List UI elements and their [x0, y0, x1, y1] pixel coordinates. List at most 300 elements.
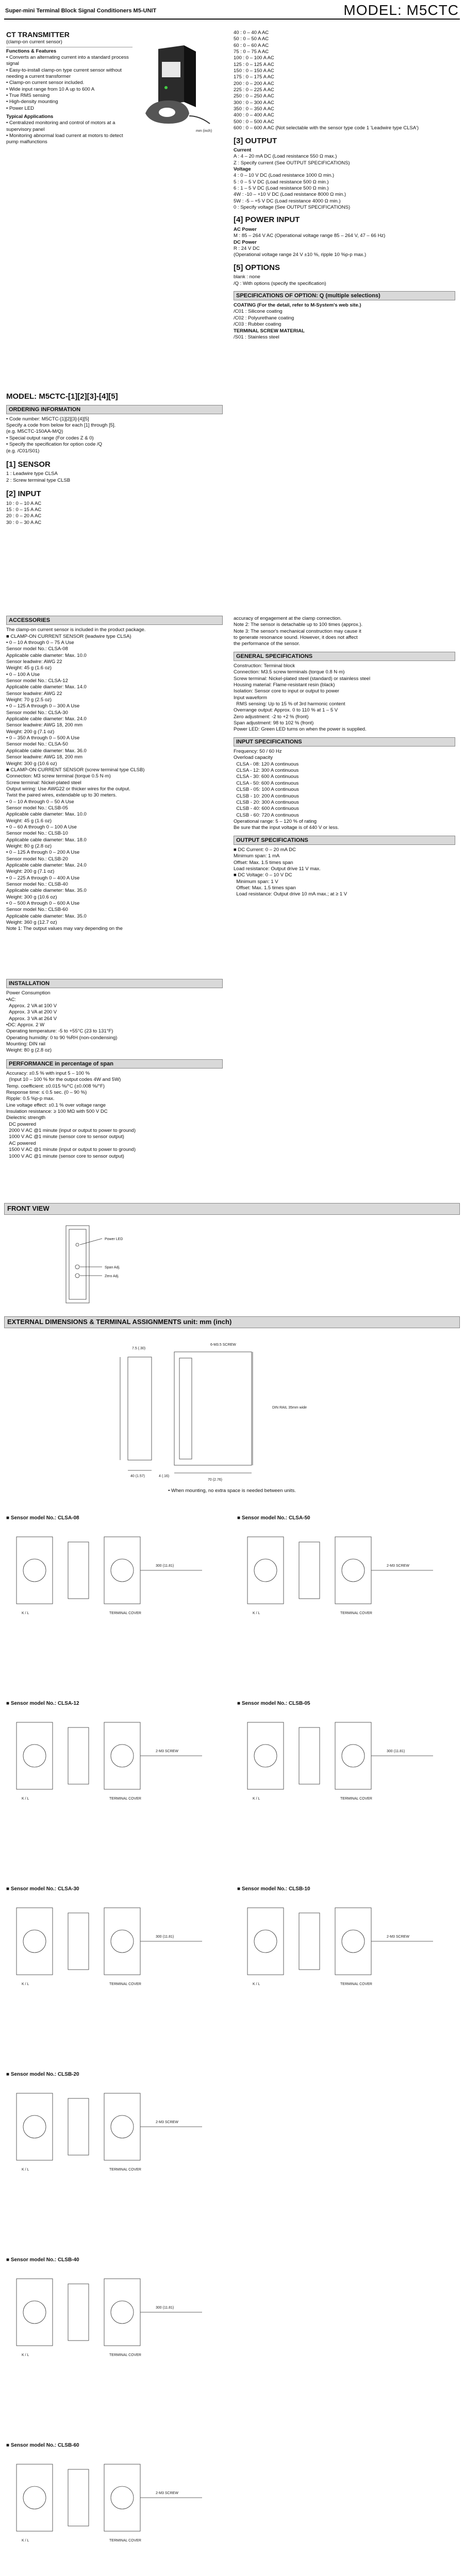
- accessory-line: Applicable cable diameter: Max. 10.0: [6, 811, 87, 818]
- accessory-line: Applicable cable diameter: Max. 18.0: [6, 837, 87, 843]
- sensor-aperture-front: [23, 1744, 46, 1767]
- sensor-body-rear: [104, 1908, 140, 1975]
- accessory-line: Weight: 45 g (1.6 oz): [6, 665, 52, 671]
- coating-item: /C03 : Rubber coating: [234, 321, 281, 328]
- sensor-body-rear: [104, 2464, 140, 2531]
- sensor-body-rear: [104, 2093, 140, 2160]
- dim-label-1: 6-M3.5 SCREW: [210, 1343, 236, 1347]
- range-item: 40 : 0 – 40 A AC: [234, 30, 269, 36]
- range-item: 150 : 0 – 150 A AC: [234, 68, 274, 74]
- sensor-drawing-svg: [6, 2263, 223, 2418]
- input-spec-line: Operational range: 5 – 120 % of rating: [234, 818, 317, 824]
- power-dc: R : 24 V DC: [234, 245, 260, 251]
- sensor-dim-label: TERMINAL COVER: [340, 1982, 372, 1986]
- page-header: [0, 0, 464, 20]
- input-spec-line: CLSA - 30: 600 A continuous: [234, 774, 299, 780]
- sensor-drawing-panel: [6, 2071, 223, 2234]
- sensor-aperture-front: [254, 1744, 277, 1767]
- accessory-line: The clamp-on current sensor is included in the product package.: [6, 627, 146, 633]
- accessory-line: Weight: 80 g (2.8 oz): [6, 843, 52, 849]
- sensor-drawing-panel: [237, 1515, 454, 1678]
- sensor-body-side: [299, 1542, 320, 1599]
- accessories-block: [6, 616, 223, 933]
- dim-label-3: 40 (1.57): [130, 1474, 145, 1478]
- sensor-list: [6, 471, 223, 484]
- front-view-drawing: [4, 1218, 460, 1311]
- coating-item: /C01 : Silicone coating: [234, 309, 283, 315]
- sensor-dim-label: K / L: [22, 1612, 29, 1615]
- sensor-body-side: [299, 1727, 320, 1784]
- power-dc-label: DC Power: [234, 239, 257, 245]
- accessory-line: Sensor leadwire: AWG 22: [6, 690, 62, 697]
- power-ac-label: AC Power: [234, 226, 257, 232]
- sensor-aperture-rear: [111, 1930, 134, 1953]
- accessory-line: Weight: 70 g (2.5 oz): [6, 697, 52, 703]
- accessory-line: Sensor model No.: CLSB-10: [6, 831, 68, 837]
- output-current-item: A : 4 – 20 mA DC (Load resistance 550 Ω max.): [234, 154, 337, 160]
- general-line: Zero adjustment: -2 to +2 % (front): [234, 714, 309, 720]
- sensor-dim-label: K / L: [253, 1982, 260, 1986]
- dim-label-0: 7.5 (.30): [132, 1346, 146, 1350]
- range-item: 400 : 0 – 400 A AC: [234, 112, 274, 118]
- sensor-aperture-rear: [111, 1559, 134, 1582]
- output-voltage-item: 5W : -5 – +5 V DC (Load resistance 4000 Ω min.): [234, 198, 341, 204]
- options-list: [234, 274, 455, 287]
- sensor-body-front: [247, 1722, 284, 1789]
- input-spec-line: CLSB - 05: 100 A continuous: [234, 787, 299, 793]
- dim-label-4: 4 (.16): [159, 1474, 170, 1478]
- ordering-item: • Special output range (For codes Z & 0): [6, 435, 94, 441]
- accessory-line: Weight: 200 g (7.1 oz): [6, 869, 55, 875]
- range-item: 60 : 0 – 60 A AC: [234, 42, 269, 48]
- power-dc-note: (Operational voltage range 24 V ±10 %, ripple 10 %p-p max.): [234, 252, 367, 258]
- output-spec-line: Offset: Max. 1.5 times span: [234, 859, 293, 866]
- input-spec-line: Overload capacity: [234, 755, 273, 761]
- input-spec-line: CLSA - 12: 300 A continuous: [234, 768, 299, 774]
- general-line: RMS sensing: Up to 15 % of 3rd harmonic content: [234, 701, 345, 707]
- installation-line: Approx. 3 VA at 200 V: [6, 1009, 57, 1015]
- performance-line: AC powered: [6, 1140, 36, 1146]
- range-item: 250 : 0 – 250 A AC: [234, 93, 274, 99]
- range-item: 75 : 0 – 75 A AC: [234, 49, 269, 55]
- accessory-line: Applicable cable diameter: Max. 10.0: [6, 652, 87, 658]
- model-block: [6, 392, 223, 526]
- feature-item: • True RMS sensing: [6, 92, 50, 98]
- performance-line: 1500 V AC @1 minute (input or output to power to ground): [6, 1147, 136, 1153]
- accessory-line: Sensor model No.: CLSA-12: [6, 678, 68, 684]
- ordering-list: [6, 416, 223, 454]
- input-item: 10 : 0 – 10 A AC: [6, 500, 42, 506]
- input-spec-line: Be sure that the input voltage is of 440 V or less.: [234, 825, 339, 831]
- general-line: Isolation: Sensor core to input or output to power: [234, 688, 339, 694]
- range-item: 300 : 0 – 300 A AC: [234, 99, 274, 106]
- right-top-block: [234, 30, 455, 341]
- application-item: • Centralized monitoring and control of motors at a supervisory panel: [6, 120, 117, 132]
- sensor-body-rear: [335, 1908, 371, 1975]
- general-line: Screw terminal: Nickel-plated steel (standard) or stainless steel: [234, 675, 371, 682]
- performance-line: Insulation resistance: ≥ 100 MΩ with 500 V DC: [6, 1109, 108, 1115]
- ct-transmitter-block: [6, 30, 132, 146]
- performance-line: Line voltage effect: ±0.1 % over voltage range: [6, 1102, 106, 1108]
- accessory-line: Sensor model No.: CLSB-05: [6, 805, 68, 811]
- performance-line: Response time: ≤ 0.5 sec. (0 – 90 %): [6, 1090, 87, 1096]
- sensor-drawing-panel: [237, 1700, 454, 1863]
- output-voltage-item: 4 : 0 – 10 V DC (Load resistance 1000 Ω min.): [234, 173, 335, 179]
- performance-title: PERFORMANCE in percentage of span: [6, 1059, 223, 1069]
- output-spec-line: Offset: Max. 1.5 times span: [234, 885, 296, 891]
- output-voltage-label: Voltage: [234, 166, 251, 173]
- sensor-body-rear: [104, 1537, 140, 1604]
- notes-list: [234, 616, 455, 648]
- sensor-body-front: [16, 1908, 53, 1975]
- model-title: MODEL: M5CTC-[1][2][3]-[4][5]: [6, 392, 118, 401]
- sensor-aperture-rear: [111, 1744, 134, 1767]
- screw-item: /S01 : Stainless steel: [234, 334, 279, 340]
- sensor-dim-label: K / L: [22, 2539, 29, 2543]
- performance-line: Dielectric strength: [6, 1115, 46, 1121]
- accessory-line: Applicable cable diameter: Max. 36.0: [6, 748, 87, 754]
- sensor-body-rear: [104, 1722, 140, 1789]
- accessory-line: Applicable cable diameter: Max. 24.0: [6, 862, 87, 869]
- sensor-dim-label: 2-M3 SCREW: [156, 2492, 178, 2495]
- feature-item: • Clamp-on current sensor included.: [6, 80, 85, 86]
- input-item: 30 : 0 – 30 A AC: [6, 519, 42, 526]
- sensor-dim-label: TERMINAL COVER: [109, 1612, 141, 1615]
- specs-q-title: SPECIFICATIONS OF OPTION: Q (multiple selections): [234, 291, 455, 300]
- range-item: 100 : 0 – 100 A AC: [234, 55, 274, 61]
- installation-line: •DC: Approx. 2 W: [6, 1022, 45, 1028]
- accessory-line: Weight: 300 g (10.6 oz): [6, 760, 57, 767]
- accessory-line: Connection: M3 screw terminal (torque 0.5 N·m): [6, 773, 111, 779]
- installation-list: [6, 990, 223, 1054]
- sensor-body-front: [16, 1537, 53, 1604]
- sensor-dim-label: K / L: [22, 2168, 29, 2172]
- sensor-drawing-panel: [6, 1700, 223, 1863]
- accessory-line: • 0 – 125 A through 0 – 200 A Use: [6, 850, 80, 856]
- accessory-line: Applicable cable diameter: Max. 35.0: [6, 913, 87, 919]
- sensor-drawing-panel: [237, 1886, 454, 2049]
- performance-list: [6, 1071, 223, 1160]
- accessory-line: Sensor model No.: CLSB-60: [6, 907, 68, 913]
- dim-label-2: DIN RAIL 35mm wide: [272, 1405, 307, 1410]
- option-item: blank : none: [234, 274, 260, 280]
- ordering-item: Specify a code from below for each [1] through [5].: [6, 422, 116, 429]
- range-item: 500 : 0 – 500 A AC: [234, 118, 274, 125]
- general-line: Span adjustment: 98 to 102 % (front): [234, 720, 314, 726]
- sensor-dim-label: 300 (11.81): [156, 2306, 174, 2310]
- sensor-drawing-svg: [6, 1521, 223, 1676]
- range-item: 200 : 0 – 200 A AC: [234, 80, 274, 87]
- performance-line: Accuracy: ±0.5 % with input 5 – 100 %: [6, 1071, 90, 1077]
- output-voltage-item: 0 : Specify voltage (See OUTPUT SPECIFICATIONS): [234, 205, 351, 211]
- coating-list: [234, 309, 455, 328]
- outputspec-title: OUTPUT SPECIFICATIONS: [234, 836, 455, 845]
- sensor-drawing-panel: [6, 1515, 223, 1678]
- sensor-body-front: [247, 1908, 284, 1975]
- range-item: 125 : 0 – 125 A AC: [234, 61, 274, 67]
- ranges-list: [234, 30, 455, 132]
- sensor-item: 1 : Leadwire type CLSA: [6, 471, 58, 477]
- accessories-title: ACCESSORIES: [6, 616, 223, 625]
- general-title: GENERAL SPECIFICATIONS: [234, 652, 455, 661]
- sensor-dim-label: TERMINAL COVER: [109, 1797, 141, 1801]
- sensor-drawing-panel: [6, 1886, 223, 2049]
- performance-line: (Input 10 – 100 % for the output codes 4W and 5W): [6, 1077, 121, 1083]
- sensor-drawing-svg: [6, 2449, 223, 2576]
- installation-line: Mounting: DIN rail: [6, 1041, 46, 1047]
- sensor-aperture-front: [254, 1559, 277, 1582]
- sensor-body-side: [68, 2098, 89, 2155]
- sensor-body-front: [16, 2279, 53, 2346]
- note-line: Note 3: The sensor's mechanical construction may cause it: [234, 628, 361, 634]
- general-line: Construction: Terminal block: [234, 663, 295, 669]
- accessory-line: • 0 – 100 A Use: [6, 671, 40, 677]
- outputspec-list: [234, 847, 455, 898]
- accessory-line: Sensor leadwire: AWG 18, 200 mm: [6, 722, 83, 728]
- output-spec-line: Minimum span: 1 mA: [234, 853, 280, 859]
- header-model: MODEL: M5CTC: [343, 2, 459, 18]
- accessory-line: Output wiring: Use AWG22 or thicker wires for the output.: [6, 786, 130, 792]
- output-title: [3] OUTPUT: [234, 136, 277, 145]
- note-line: to generate resonance sound. However, it does not affect: [234, 635, 358, 641]
- accessory-line: • 0 – 10 A through 0 – 50 A Use: [6, 799, 74, 805]
- sensor-body-rear: [335, 1722, 371, 1789]
- performance-line: 2000 V AC @1 minute (input or output to power to ground): [6, 1128, 136, 1134]
- accessory-line: • 0 – 225 A through 0 – 400 A Use: [6, 875, 80, 881]
- dimensions-title: EXTERNAL DIMENSIONS & TERMINAL ASSIGNMENTS unit: mm (inch): [4, 1316, 460, 1328]
- apps-title: Typical Applications: [6, 113, 54, 120]
- sensor-dim-label: K / L: [22, 2353, 29, 2357]
- sensor-drawing-svg: [237, 1521, 454, 1676]
- input-title: [2] INPUT: [6, 489, 41, 499]
- accessory-line: Twist the paired wires, extendable up to 30 meters.: [6, 792, 117, 799]
- sensor-dim-label: 2-M3 SCREW: [156, 2121, 178, 2124]
- input-list: [6, 501, 223, 526]
- sensor-dim-label: TERMINAL COVER: [109, 2168, 141, 2172]
- accessory-line: Sensor model No.: CLSB-20: [6, 856, 68, 862]
- output-spec-line: Minimum span: 1 V: [234, 878, 278, 885]
- input-spec-line: CLSB - 40: 600 A continuous: [234, 806, 299, 812]
- accessory-line: Weight: 300 g (10.6 oz): [6, 894, 57, 900]
- sensor-dim-label: 2-M3 SCREW: [387, 1935, 409, 1939]
- accessory-line: Applicable cable diameter: Max. 24.0: [6, 716, 87, 722]
- feature-item: • Wide input range from 10 A up to 600 A: [6, 86, 95, 92]
- sensor-dim-label: 2-M3 SCREW: [387, 1564, 409, 1568]
- sensor-drawing-svg: [6, 1707, 223, 1861]
- sensor-drawing-title: ■ Sensor model No.: CLSB-60: [6, 2443, 79, 2448]
- ct-title: CT TRANSMITTER: [6, 30, 70, 39]
- sensor-aperture-rear: [111, 2486, 134, 2509]
- sensor-body-front: [16, 1722, 53, 1789]
- screw-label: TERMINAL SCREW MATERIAL: [234, 328, 305, 334]
- accessory-line: ■ CLAMP-ON CURRENT SENSOR (screw terminal type CLSB): [6, 767, 145, 773]
- input-spec-line: CLSB - 60: 720 A continuous: [234, 812, 299, 818]
- installation-line: Weight: 80 g (2.8 oz): [6, 1047, 52, 1054]
- sensor-body-side: [68, 1542, 89, 1599]
- sensor-drawing-title: ■ Sensor model No.: CLSA-08: [6, 1515, 79, 1521]
- input-spec-line: Frequency: 50 / 60 Hz: [234, 749, 282, 755]
- accessory-line: Weight: 200 g (7.1 oz): [6, 728, 55, 735]
- accessory-line: ■ CLAMP-ON CURRENT SENSOR (leadwire type CLSA): [6, 633, 131, 639]
- input-spec-line: CLSB - 10: 200 A continuous: [234, 793, 299, 799]
- ct-subtitle: (clamp-on current sensor): [6, 39, 62, 45]
- accessory-line: Sensor leadwire: AWG 22: [6, 659, 62, 665]
- sensor-aperture-front: [23, 1559, 46, 1582]
- sensor-body-side: [68, 1727, 89, 1784]
- output-spec-line: ■ DC Voltage: 0 – 10 V DC: [234, 872, 292, 878]
- sensor-aperture-rear: [342, 1930, 364, 1953]
- accessory-line: • 0 – 60 A through 0 – 100 A Use: [6, 824, 77, 830]
- front-view-title: FRONT VIEW: [4, 1203, 460, 1215]
- sensor-aperture-rear: [342, 1559, 364, 1582]
- product-photo-svg: [135, 41, 223, 134]
- sensor-dim-label: K / L: [253, 1797, 260, 1801]
- option-item: /Q : With options (specify the specification): [234, 280, 326, 286]
- output-current-list: [234, 154, 455, 166]
- features-title: Functions & Features: [6, 48, 57, 54]
- note-line: accuracy of engagement at the clamp connection.: [234, 616, 342, 621]
- general-line: Connection: M3.5 screw terminals (torque 0.8 N·m): [234, 669, 345, 675]
- output-current-label: Current: [234, 147, 252, 153]
- general-line: Power LED: Green LED turns on when the power is supplied.: [234, 726, 367, 733]
- front-label-span: Span Adj.: [105, 1265, 120, 1269]
- sensor-dim-label: 2-M3 SCREW: [156, 1750, 178, 1753]
- sensor-dim-label: 300 (11.81): [387, 1750, 405, 1753]
- output-spec-line: ■ DC Current: 0 – 20 mA DC: [234, 846, 296, 853]
- sensor-body-side: [299, 1913, 320, 1970]
- sensor-body-front: [16, 2464, 53, 2531]
- installation-line: •AC:: [6, 996, 16, 1003]
- sensor-drawing-title: ■ Sensor model No.: CLSB-40: [6, 2257, 79, 2263]
- features-list: [6, 55, 132, 112]
- accessory-line: • 0 – 125 A through 0 – 300 A Use: [6, 703, 80, 709]
- sensor-drawing-title: ■ Sensor model No.: CLSB-10: [237, 1886, 310, 1892]
- installation-title: INSTALLATION: [6, 979, 223, 988]
- coating-item: /C02 : Polyurethane coating: [234, 315, 294, 321]
- ordering-item: • Code number: M5CTC-[1][2][3]-[4][5]: [6, 416, 89, 422]
- installation-line: Approx. 2 VA at 100 V: [6, 1003, 57, 1009]
- ordering-title: ORDERING INFORMATION: [6, 405, 223, 414]
- accessory-line: Note 1: The output values may vary depending on the: [6, 926, 123, 932]
- sensor-aperture-front: [23, 1930, 46, 1953]
- sensor-dim-label: TERMINAL COVER: [109, 2539, 141, 2543]
- header-rule: [4, 19, 460, 20]
- range-item: 50 : 0 – 50 A AC: [234, 36, 269, 42]
- range-item: 600 : 0 – 600 A AC (Not selectable with the sensor type code 1 'Leadwire type CLSA'): [234, 125, 419, 131]
- power-title: [4] POWER INPUT: [234, 215, 300, 225]
- specs-right-block: [234, 616, 455, 898]
- inputspec-title: INPUT SPECIFICATIONS: [234, 737, 455, 747]
- input-spec-line: CLSB - 20: 300 A continuous: [234, 799, 299, 805]
- front-view-section: [4, 1203, 460, 1313]
- installation-line: Approx. 3 VA at 264 V: [6, 1015, 57, 1022]
- sensor-dim-label: K / L: [22, 1797, 29, 1801]
- sensor-body-side: [68, 2284, 89, 2341]
- front-label-zero: Zero Adj.: [105, 1274, 120, 1278]
- accessory-line: Sensor model No.: CLSB-40: [6, 882, 68, 888]
- performance-line: Temp. coefficient: ±0.015 %/°C (±0.008 %/°F): [6, 1083, 105, 1089]
- accessory-line: • 0 – 500 A through 0 – 600 A Use: [6, 901, 80, 907]
- input-item: 15 : 0 – 15 A AC: [6, 506, 42, 513]
- product-image: [135, 41, 223, 134]
- coating-label: COATING (For the detail, refer to M-System's web site.): [234, 302, 361, 309]
- accessories-list: [6, 627, 223, 933]
- ordering-item: (e.g. M5CTC-150AA-M/Q): [6, 429, 63, 435]
- accessory-line: Sensor leadwire: AWG 18, 200 mm: [6, 754, 83, 760]
- sensor-dim-label: TERMINAL COVER: [340, 1797, 372, 1801]
- sensor-aperture-front: [23, 2486, 46, 2509]
- dim-label-5: 70 (2.76): [208, 1478, 223, 1482]
- sensor-title: [1] SENSOR: [6, 460, 51, 469]
- sensor-drawing-svg: [6, 1892, 223, 2047]
- screw-list: [234, 334, 455, 341]
- output-spec-line: Load resistance: Output drive 10 mA max.; at ≥ 1 V: [234, 891, 347, 897]
- application-item: • Monitoring abnormal load current at motors to detect pump malfunctions: [6, 133, 125, 145]
- accessory-line: Applicable cable diameter: Max. 14.0: [6, 684, 87, 690]
- sensor-dim-label: 300 (11.81): [156, 1935, 174, 1939]
- sensor-drawing-title: ■ Sensor model No.: CLSA-50: [237, 1515, 310, 1521]
- accessory-line: • 0 – 10 A through 0 – 75 A Use: [6, 639, 74, 646]
- installation-block: [6, 979, 223, 1160]
- sensor-drawing-title: ■ Sensor model No.: CLSA-12: [6, 1701, 79, 1706]
- range-item: 225 : 0 – 225 A AC: [234, 87, 274, 93]
- sensor-drawing-svg: [6, 2078, 223, 2232]
- general-line: Overrange output: Approx. 0 to 110 % at 1 – 5 V: [234, 707, 338, 714]
- input-item: 20 : 0 – 20 A AC: [6, 513, 42, 519]
- sensor-item: 2 : Screw terminal type CLSB: [6, 477, 71, 483]
- output-voltage-list: [234, 173, 455, 211]
- sensor-aperture-front: [254, 1930, 277, 1953]
- general-line: Housing material: Flame-resistant resin (black): [234, 682, 335, 688]
- accessory-line: Sensor model No.: CLSA-08: [6, 646, 68, 652]
- dimensions-drawing: [4, 1331, 460, 1486]
- general-line: Input waveform: [234, 694, 267, 701]
- img-caption: mm (inch): [196, 129, 212, 133]
- sensor-aperture-rear: [111, 2115, 134, 2138]
- note-line: the performance of the sensor.: [234, 641, 300, 647]
- accessory-line: Weight: 360 g (12.7 oz): [6, 920, 57, 926]
- feature-item: • Power LED: [6, 105, 35, 111]
- sensor-aperture-rear: [111, 2301, 134, 2324]
- output-spec-line: Load resistance: Output drive 11 V max.: [234, 866, 321, 872]
- sensor-drawing-svg: [237, 1892, 454, 2047]
- power-ac: M : 85 – 264 V AC (Operational voltage range 85 – 264 V, 47 – 66 Hz): [234, 233, 386, 239]
- installation-line: Power Consumption: [6, 990, 51, 996]
- performance-line: DC powered: [6, 1121, 37, 1127]
- front-label-power-led: Power LED: [105, 1237, 123, 1241]
- dimensions-note: • When mounting, no extra space is needed between units.: [168, 1488, 296, 1494]
- accessory-line: Sensor model No.: CLSA-30: [6, 709, 68, 716]
- accessory-line: Applicable cable diameter: Max. 35.0: [6, 888, 87, 894]
- header-subtitle: Super-mini Terminal Block Signal Conditioners M5-UNIT: [5, 8, 157, 14]
- ordering-item: • Specify the specification for option code /Q: [6, 442, 103, 448]
- note-line: Note 2: The sensor is detachable up to 100 times (approx.).: [234, 622, 363, 628]
- accessory-line: Sensor model No.: CLSA-50: [6, 741, 68, 748]
- sensor-body-side: [68, 1913, 89, 1970]
- sensor-drawing-title: ■ Sensor model No.: CLSA-30: [6, 1886, 79, 1892]
- options-title: [5] OPTIONS: [234, 263, 280, 272]
- input-spec-line: CLSA - 08: 120 A continuous: [234, 761, 299, 767]
- output-voltage-item: 5 : 0 – 5 V DC (Load resistance 500 Ω min.): [234, 179, 329, 185]
- ordering-item: (e.g. /C01/S01): [6, 448, 40, 454]
- sensor-drawing-title: ■ Sensor model No.: CLSB-05: [237, 1701, 310, 1706]
- performance-line: 1000 V AC @1 minute (sensor core to sensor output): [6, 1153, 124, 1159]
- feature-item: • High-density mounting: [6, 99, 58, 105]
- installation-line: Operating humidity: 0 to 90 %RH (non-condensing): [6, 1035, 118, 1041]
- performance-line: Ripple: 0.5 %p-p max.: [6, 1096, 55, 1102]
- output-voltage-item: 4W : -10 – +10 V DC (Load resistance 8000 Ω min.): [234, 192, 346, 198]
- sensor-aperture-front: [23, 2301, 46, 2324]
